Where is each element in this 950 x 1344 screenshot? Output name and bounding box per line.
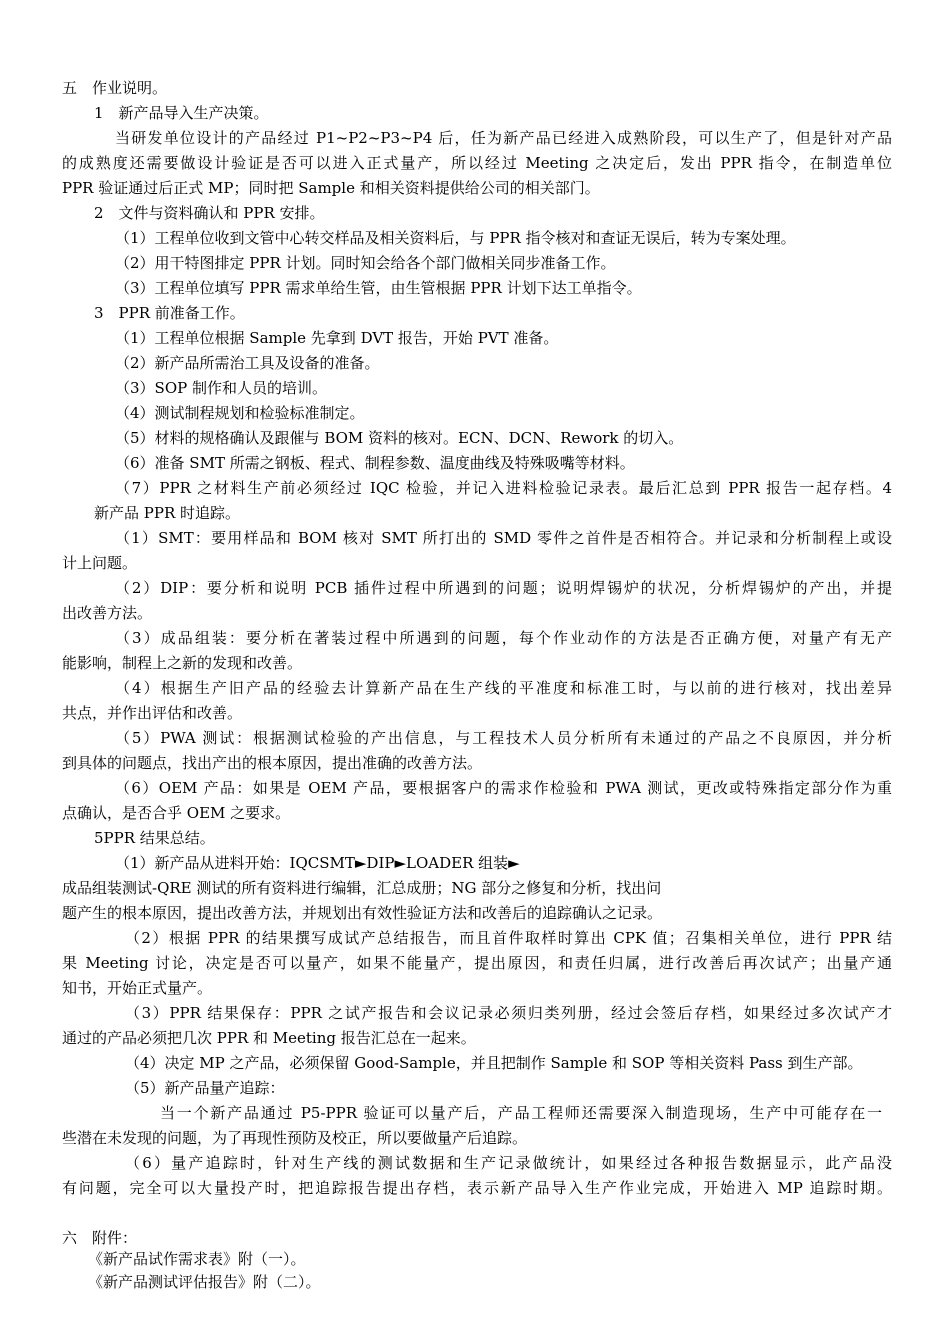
item-2-line: （3）工程单位填写 PPR 需求单给生管，由生管根据 PPR 计划下达工单指令。: [115, 279, 642, 297]
item-5-line: 成品组装测试-QRE 测试的所有资料进行编辑，汇总成册；NG 部分之修复和分析，找出问: [62, 879, 662, 897]
attachment-item: 《新产品试作需求表》附（一）。: [88, 1250, 306, 1268]
item-4-heading: 新产品 PPR 时追踪。: [94, 504, 241, 522]
item-4-line: （2）DIP：要分析和说明 PCB 插件过程中所遇到的问题；说明焊锡炉的状况，分析焊锡炉的产出，并提: [115, 579, 892, 597]
item-4-line: 到具体的问题点，找出产出的根本原因，提出准确的改善方法。: [62, 754, 483, 772]
section-5-heading: 五 作业说明。: [62, 79, 168, 97]
item-5-line: 当一个新产品通过 P5-PPR 验证可以量产后，产品工程师还需要深入制造现场，生产中可能存在一: [160, 1104, 882, 1122]
item-4-line: （6）OEM 产品：如果是 OEM 产品，要根据客户的需求作检验和 PWA 测试，更改或特殊指定部分作为重: [115, 779, 892, 797]
item-5-line: （5）新产品量产追踪：: [125, 1079, 285, 1097]
item-3-heading: 3 PPR 前准备工作。: [94, 304, 245, 322]
item-3-line: （1）工程单位根据 Sample 先拿到 DVT 报告，开始 PVT 准备。: [115, 329, 559, 347]
item-2-line: （1）工程单位收到文管中心转交样品及相关资料后，与 PPR 指令核对和查证无误后，转为专案处理。: [115, 229, 796, 247]
item-2-line: （2）用干特图排定 PPR 计划。同时知会给各个部门做相关同步准备工作。: [115, 254, 616, 272]
item-1-line: PPR 验证通过后正式 MP；同时把 Sample 和相关资料提供给公司的相关部门。: [62, 179, 600, 197]
section-6-heading: 六 附件：: [62, 1229, 138, 1247]
item-2-heading: 2 文件与资料确认和 PPR 安排。: [94, 204, 325, 222]
item-5-line: 通过的产品必须把几次 PPR 和 Meeting 报告汇总在一起来。: [62, 1029, 476, 1047]
item-4-line: （4）根据生产旧产品的经验去计算新产品在生产线的平准度和标准工时，与以前的进行核对，找出差异: [115, 679, 892, 697]
item-1-heading: 1 新产品导入生产决策。: [94, 104, 269, 122]
item-5-line: 些潜在未发现的问题，为了再现性预防及校正，所以要做量产后追踪。: [62, 1129, 528, 1147]
item-5-line: （2）根据 PPR 的结果撰写成试产总结报告，而且首件取样时算出 CPK 值；召集相关单位，进行 PPR 结: [125, 929, 892, 947]
item-3-line: （3）SOP 制作和人员的培训。: [115, 379, 327, 397]
item-4-line: 能影响，制程上之新的发现和改善。: [62, 654, 303, 672]
item-5-line: 果 Meeting 讨论，决定是否可以量产，如果不能量产，提出原因，和责任归属，进行改善后再次试产；出量产通: [62, 954, 892, 972]
item-4-line: 共点，并作出评估和改善。: [62, 704, 243, 722]
item-4-line: （5）PWA 测试：根据测试检验的产出信息，与工程技术人员分析所有未通过的产品之不良原因，并分析: [115, 729, 892, 747]
item-5-line: 题产生的根本原因，提出改善方法，并规划出有效性验证方法和改善后的追踪确认之记录。: [62, 904, 663, 922]
item-3-line: （2）新产品所需治工具及设备的准备。: [115, 354, 380, 372]
item-5-line: （3）PPR 结果保存：PPR 之试产报告和会议记录必须归类列册，经过会签后存档，如果经过多次试产才: [125, 1004, 892, 1022]
item-4-line: （3）成品组装：要分析在著装过程中所遇到的问题，每个作业动作的方法是否正确方便，对量产有无产: [115, 629, 892, 647]
item-4-line: （1）SMT：要用样品和 BOM 核对 SMT 所打出的 SMD 零件之首件是否相符合。并记录和分析制程上或设: [115, 529, 892, 547]
item-4-line: 点确认，是否合乎 OEM 之要求。: [62, 804, 291, 822]
item-4-line: 计上问题。: [62, 554, 138, 572]
item-5-line: 有问题，完全可以大量投产时，把追踪报告提出存档，表示新产品导入生产作业完成，开始进入 MP 追踪时期。: [62, 1179, 892, 1197]
item-5-line: 知书，开始正式量产。: [62, 979, 213, 997]
item-3-line: （6）准备 SMT 所需之钢板、程式、制程参数、温度曲线及特殊吸嘴等材料。: [115, 454, 635, 472]
item-1-line: 的成熟度还需要做设计验证是否可以进入正式量产，所以经过 Meeting 之决定后，发出 PPR 指令，在制造单位: [62, 154, 892, 172]
item-5-line: （1）新产品从进料开始：IQCSMT►DIP►LOADER 组装►: [115, 854, 520, 872]
item-1-line: 当研发单位设计的产品经过 P1~P2~P3~P4 后，任为新产品已经进入成熟阶段，可以生产了，但是针对产品: [115, 129, 892, 147]
item-5-heading: 5PPR 结果总结。: [94, 829, 215, 847]
item-5-line: （4）决定 MP 之产品，必须保留 Good-Sample，并且把制作 Sample 和 SOP 等相关资料 Pass 到生产部。: [125, 1054, 863, 1072]
item-3-line: （5）材料的规格确认及跟催与 BOM 资料的核对。ECN、DCN、Rework 的切入。: [115, 429, 684, 447]
item-3-line: （4）测试制程规划和检验标准制定。: [115, 404, 365, 422]
attachment-item: 《新产品测试评估报告》附（二）。: [88, 1273, 321, 1291]
item-4-line: 出改善方法。: [62, 604, 153, 622]
item-3-line: （7）PPR 之材料生产前必须经过 IQC 检验，并记入进料检验记录表。最后汇总到 PPR 报告一起存档。4: [115, 479, 892, 497]
item-5-line: （6）量产追踪时，针对生产线的测试数据和生产记录做统计，如果经过各种报告数据显示，此产品没: [125, 1154, 892, 1172]
